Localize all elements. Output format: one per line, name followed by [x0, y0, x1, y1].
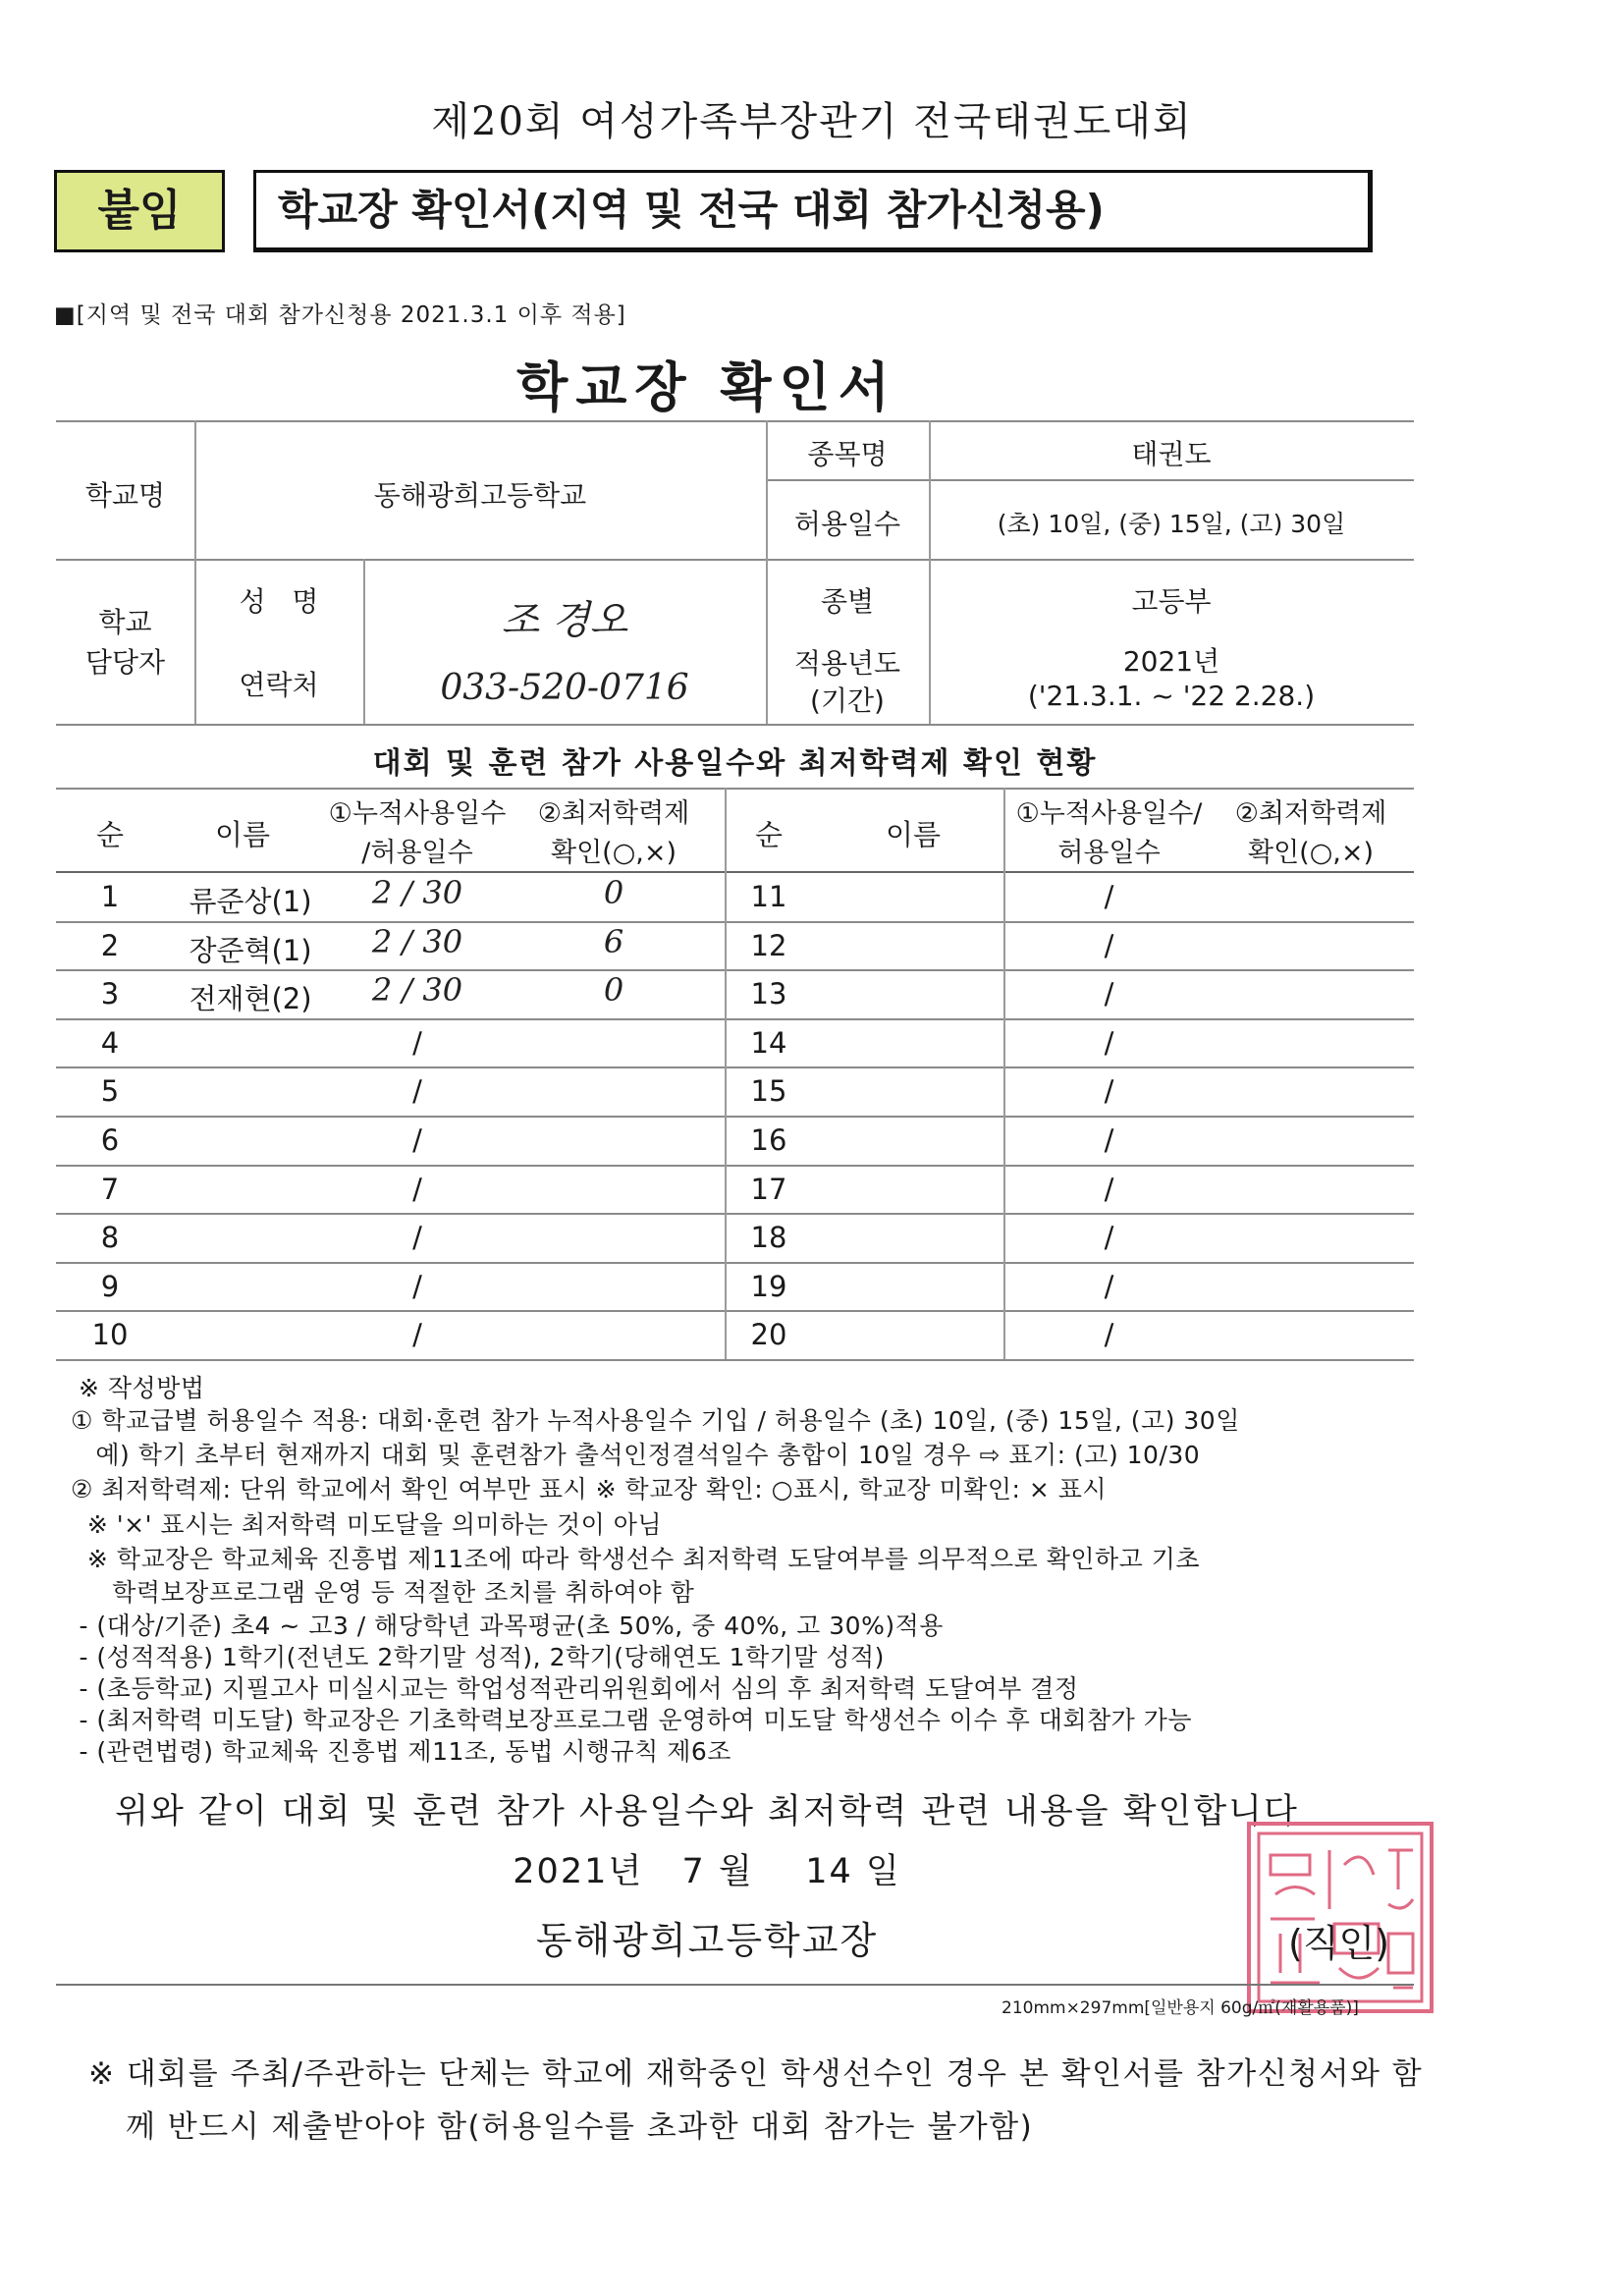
row-number-right: 14 — [750, 1026, 787, 1060]
row-number: 6 — [100, 1123, 120, 1157]
min-achievement-check: 0 — [603, 971, 624, 1009]
accumulated-days: 2 / 30 — [371, 874, 463, 911]
student-name: 장준혁(1) — [189, 934, 312, 967]
row-number-right: 16 — [750, 1123, 787, 1157]
instruction-line: ※ 작성방법 — [79, 1374, 205, 1402]
accumulated-days: / — [412, 1173, 422, 1206]
accumulated-days-right: / — [1104, 929, 1114, 962]
row-number: 2 — [100, 929, 120, 962]
attachment-tag: 붙임 — [54, 170, 225, 252]
year-label-2: (기간) — [810, 684, 885, 717]
contact-label: 연락처 — [239, 669, 319, 701]
allowed-days: (초) 10일, (중) 15일, (고) 30일 — [997, 510, 1346, 538]
footer-note-line-1: ※ 대회를 주최/주관하는 단체는 학교에 재학중인 학생선수인 경우 본 확인서를 참가신청서와 함 — [88, 2056, 1424, 2092]
document-title: 학교장 확인서 — [516, 356, 897, 418]
accumulated-days: 2 / 30 — [371, 923, 463, 960]
row-number: 9 — [100, 1270, 120, 1303]
period: ('21.3.1. ~ '22 2.28.) — [1027, 680, 1316, 712]
instruction-line: - (대상/기준) 초4 ~ 고3 / 해당학년 과목평균(초 50%, 중 40%, 고 30%)적용 — [71, 1612, 944, 1640]
confirmation-statement: 위와 같이 대회 및 훈련 참가 사용일수와 최저학력 관련 내용을 확인합니다 — [115, 1792, 1299, 1831]
row-number-right: 11 — [750, 880, 787, 913]
accumulated-days: / — [412, 1221, 422, 1254]
accumulated-days: / — [412, 1270, 422, 1303]
col-header-days-2: /허용일수 — [361, 838, 473, 868]
year: 2021년 — [1122, 645, 1220, 678]
instruction-line: 예) 학기 초부터 현재까지 대회 및 훈련참가 출석인정결석일수 총합이 10일 경우 ⇨ 표기: (고) 10/30 — [71, 1441, 1201, 1469]
instruction-line: ① 학교급별 허용일수 적용: 대회·훈련 참가 누적사용일수 기입 / 허용일수 (초) 10일, (중) 15일, (고) 30일 — [71, 1406, 1240, 1435]
col-header-no: 순 — [95, 818, 124, 851]
manager-label-1: 학교 — [98, 606, 152, 638]
table-title: 대회 및 훈련 참가 사용일수와 최저학력제 확인 현황 — [372, 746, 1098, 781]
instruction-line: - (최저학력 미도달) 학교장은 기초학력보장프로그램 운영하여 미도달 학생선수 이수 후 대회참가 가능 — [71, 1706, 1193, 1734]
accumulated-days-right: / — [1104, 1123, 1114, 1157]
paper-spec: 210mm×297mm[일반용지 60g/㎡(재활용품)] — [1001, 1998, 1359, 2018]
row-number-right: 19 — [750, 1270, 787, 1303]
footer-note-line-2: 께 반드시 제출받아야 함(허용일수를 초과한 대회 참가는 불가함) — [126, 2109, 1034, 2145]
row-number-right: 12 — [750, 929, 787, 962]
division: 고등부 — [1131, 585, 1212, 618]
manager-name: 조 경오 — [501, 598, 628, 643]
col-header-edu-1: ②최저학력제 — [537, 798, 690, 829]
row-number: 4 — [100, 1026, 120, 1060]
instruction-line: - (초등학교) 지필고사 미실시교는 학업성적관리위원회에서 심의 후 최저학력 도달여부 결정 — [71, 1674, 1079, 1703]
form-title: 학교장 확인서(지역 및 전국 대회 참가신청용) — [253, 170, 1373, 252]
accumulated-days-right: / — [1104, 1270, 1114, 1303]
instruction-line: ※ 학교장은 학교체육 진흥법 제11조에 따라 학생선수 최저학력 도달여부를 의무적으로 확인하고 기초 — [71, 1545, 1201, 1573]
name-label: 성 명 — [239, 585, 319, 618]
division-label: 종별 — [820, 585, 875, 618]
manager-label-2: 담당자 — [84, 646, 166, 679]
seal-label: (직인) — [1288, 1922, 1390, 1965]
min-achievement-check: 6 — [603, 923, 624, 960]
accumulated-days: / — [412, 1074, 422, 1108]
year-label-1: 적용년도 — [793, 647, 901, 680]
accumulated-days-right: / — [1104, 1221, 1114, 1254]
student-name: 류준상(1) — [189, 885, 312, 918]
school-name-label: 학교명 — [84, 479, 166, 512]
instruction-line: ※ '×' 표시는 최저학력 미도달을 의미하는 것이 아님 — [71, 1510, 663, 1539]
accumulated-days: / — [412, 1318, 422, 1351]
accumulated-days-right: / — [1104, 880, 1114, 913]
row-number-right: 18 — [750, 1221, 787, 1254]
instruction-line: - (관련법령) 학교체육 진흥법 제11조, 동법 시행규칙 제6조 — [71, 1737, 731, 1766]
row-number-right: 20 — [750, 1318, 787, 1351]
accumulated-days: / — [412, 1026, 422, 1060]
accumulated-days-right: / — [1104, 1026, 1114, 1060]
col-header-days-right-1: ①누적사용일수/ — [1015, 798, 1203, 829]
row-number-right: 13 — [750, 977, 787, 1011]
accumulated-days-right: / — [1104, 977, 1114, 1011]
row-number: 5 — [100, 1074, 120, 1108]
instruction-line: 학력보장프로그램 운영 등 적절한 조치를 취하여야 함 — [71, 1578, 695, 1607]
sport: 태권도 — [1131, 438, 1212, 470]
contact: 033-520-0716 — [440, 668, 689, 708]
row-number: 1 — [100, 880, 120, 913]
col-header-edu-right-1: ②최저학력제 — [1234, 798, 1387, 829]
principal-name: 동해광희고등학교장 — [535, 1919, 879, 1962]
confirmation-date: 2021년 7 월 14 일 — [513, 1852, 901, 1891]
instruction-line: ② 최저학력제: 단위 학교에서 확인 여부만 표시 ※ 학교장 확인: ○표시, 학교장 미확인: × 표시 — [71, 1475, 1108, 1503]
event-title: 제20회 여성가족부장관기 전국태권도대회 — [431, 99, 1193, 144]
row-number: 10 — [91, 1318, 129, 1351]
col-header-days-1: ①누적사용일수 — [328, 798, 507, 829]
col-header-name: 이름 — [214, 818, 271, 851]
min-achievement-check: 0 — [603, 874, 624, 911]
instruction-line: - (성적적용) 1학기(전년도 2학기말 성적), 2학기(당해연도 1학기말 성적) — [71, 1643, 885, 1671]
row-number: 8 — [100, 1221, 120, 1254]
col-header-no-right: 순 — [754, 818, 783, 851]
row-number-right: 17 — [750, 1173, 787, 1206]
sport-label: 종목명 — [807, 438, 888, 470]
scope-note: ■[지역 및 전국 대회 참가신청용 2021.3.1 이후 적용] — [54, 302, 626, 328]
accumulated-days-right: / — [1104, 1318, 1114, 1351]
col-header-edu-right-2: 확인(○,×) — [1248, 838, 1374, 868]
row-number-right: 15 — [750, 1074, 787, 1108]
accumulated-days: / — [412, 1123, 422, 1157]
accumulated-days-right: / — [1104, 1074, 1114, 1108]
school-name: 동해광희고등학교 — [373, 479, 587, 512]
col-header-name-right: 이름 — [885, 818, 942, 851]
allowed-days-label: 허용일수 — [793, 508, 901, 540]
accumulated-days: 2 / 30 — [371, 971, 463, 1009]
student-name: 전재현(2) — [189, 982, 312, 1015]
col-header-days-right-2: 허용일수 — [1057, 838, 1161, 868]
row-number: 3 — [100, 977, 120, 1011]
col-header-edu-2: 확인(○,×) — [551, 838, 677, 868]
row-number: 7 — [100, 1173, 120, 1206]
accumulated-days-right: / — [1104, 1173, 1114, 1206]
